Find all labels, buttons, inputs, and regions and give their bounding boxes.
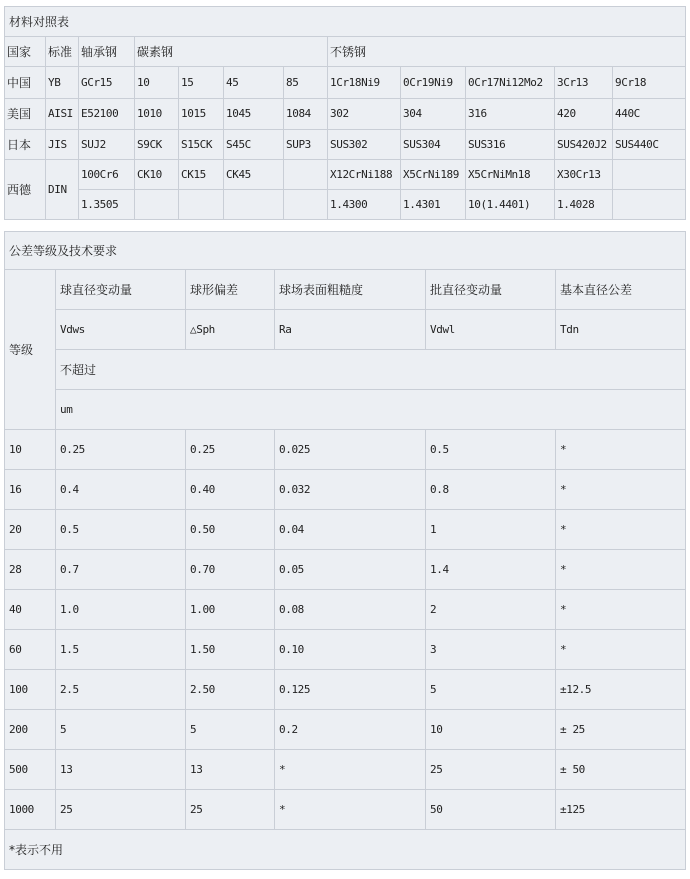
standard-cell: JIS [46,130,79,160]
value-cell: * [556,510,686,550]
value-cell: 1.5 [56,630,186,670]
value-cell: 25 [186,790,275,830]
grade-cell: 100Cr6 [79,160,135,190]
value-cell: 0.25 [186,430,275,470]
value-cell: 0.08 [275,590,426,630]
value-cell: * [556,590,686,630]
grade-cell: 85 [284,67,328,99]
grade-cell [613,190,686,220]
value-cell: 0.4 [56,470,186,510]
standard-cell: YB [46,67,79,99]
grade-cell: 200 [5,710,56,750]
value-cell: 0.10 [275,630,426,670]
grade-cell: 10 [5,430,56,470]
standard-cell: AISI [46,99,79,130]
country-cell: 西德 [5,160,46,220]
grade-cell: S15CK [179,130,224,160]
grade-cell [179,190,224,220]
grade-cell: 45 [224,67,284,99]
value-cell: 25 [426,750,556,790]
value-cell: 0.025 [275,430,426,470]
table-row [5,710,686,750]
grade-cell: SUS420J2 [555,130,613,160]
value-cell: 1.4 [426,550,556,590]
grade-cell: 16 [5,470,56,510]
table-row [5,550,686,590]
not-exceed-label: 不超过 [56,350,686,390]
symbol-cell: Tdn [556,310,686,350]
value-cell: ± 50 [556,750,686,790]
grade-cell: 28 [5,550,56,590]
value-cell: 25 [56,790,186,830]
grade-label: 等级 [5,270,56,430]
grade-cell: 1015 [179,99,224,130]
table-row [5,790,686,830]
grade-cell: X30Cr13 [555,160,613,190]
symbol-cell: Vdws [56,310,186,350]
table-row [5,630,686,670]
grade-cell: SUS316 [466,130,555,160]
header-ra: 球场表面粗糙度 [275,270,426,310]
grade-cell: S9CK [135,130,179,160]
header-country: 国家 [5,37,46,67]
value-cell: * [275,750,426,790]
grade-cell: 1Cr18Ni9 [328,67,401,99]
unit-label: um [56,390,686,430]
value-cell: 5 [186,710,275,750]
symbol-cell: Vdwl [426,310,556,350]
grade-cell: X5CrNiMn18 [466,160,555,190]
footnote: *表示不用 [5,830,686,870]
grade-cell: 0Cr17Ni12Mo2 [466,67,555,99]
header-vdws: 球直径变动量 [56,270,186,310]
grade-cell: 100 [5,670,56,710]
grade-cell: SUS302 [328,130,401,160]
standard-cell: DIN [46,160,79,220]
grade-cell: 1.4300 [328,190,401,220]
tolerance-grade-table [4,231,686,870]
table-row [5,430,686,470]
table-row [5,67,686,99]
grade-cell: CK45 [224,160,284,190]
grade-cell [613,160,686,190]
grade-cell: 10 [135,67,179,99]
value-cell: * [275,790,426,830]
grade-cell: 60 [5,630,56,670]
value-cell: 0.50 [186,510,275,550]
grade-cell [284,160,328,190]
value-cell: * [556,550,686,590]
grade-cell: 1084 [284,99,328,130]
value-cell: ±125 [556,790,686,830]
value-cell: 3 [426,630,556,670]
symbol-row [5,310,686,350]
value-cell: 0.70 [186,550,275,590]
grade-cell: 316 [466,99,555,130]
grade-cell: 304 [401,99,466,130]
value-cell: ± 25 [556,710,686,750]
tolerance-table-title: 公差等级及技术要求 [5,232,686,270]
country-cell: 美国 [5,99,46,130]
value-cell: 0.2 [275,710,426,750]
material-table-title: 材料对照表 [5,7,686,37]
country-cell: 日本 [5,130,46,160]
grade-cell: GCr15 [79,67,135,99]
value-cell: 5 [426,670,556,710]
value-cell: 0.05 [275,550,426,590]
material-comparison-table [4,6,686,220]
value-cell: 0.032 [275,470,426,510]
grade-cell: X5CrNi189 [401,160,466,190]
table-row [5,160,686,190]
value-cell: 2.50 [186,670,275,710]
value-cell: * [556,430,686,470]
grade-cell: 302 [328,99,401,130]
header-stainless-steel: 不锈钢 [328,37,686,67]
grade-cell: SUP3 [284,130,328,160]
grade-cell: CK10 [135,160,179,190]
grade-cell: 0Cr19Ni9 [401,67,466,99]
grade-cell [224,190,284,220]
value-cell: 13 [56,750,186,790]
tolerance-header-row [5,270,686,310]
value-cell: 1 [426,510,556,550]
value-cell: 10 [426,710,556,750]
grade-cell: 40 [5,590,56,630]
grade-cell: 1.4301 [401,190,466,220]
grade-cell: CK15 [179,160,224,190]
grade-cell: 1.3505 [79,190,135,220]
grade-cell: SUJ2 [79,130,135,160]
grade-cell: S45C [224,130,284,160]
value-cell: 5 [56,710,186,750]
table-row [5,190,686,220]
grade-cell: 3Cr13 [555,67,613,99]
grade-cell: 1045 [224,99,284,130]
table-row [5,510,686,550]
grade-cell: 9Cr18 [613,67,686,99]
material-header-row [5,37,686,67]
grade-cell: 420 [555,99,613,130]
header-standard: 标准 [46,37,79,67]
grade-cell: 10(1.4401) [466,190,555,220]
value-cell: 0.8 [426,470,556,510]
value-cell: 0.5 [426,430,556,470]
value-cell: 0.125 [275,670,426,710]
grade-cell [135,190,179,220]
grade-cell: 20 [5,510,56,550]
symbol-cell: △Sph [186,310,275,350]
value-cell: 0.04 [275,510,426,550]
grade-cell: 500 [5,750,56,790]
table-row [5,130,686,160]
header-carbon-steel: 碳素钢 [135,37,328,67]
table-row [5,670,686,710]
table-row [5,470,686,510]
value-cell: 0.7 [56,550,186,590]
value-cell: 13 [186,750,275,790]
value-cell: 50 [426,790,556,830]
grade-cell: 15 [179,67,224,99]
value-cell: * [556,470,686,510]
value-cell: 1.0 [56,590,186,630]
grade-cell: 1000 [5,790,56,830]
header-sph: 球形偏差 [186,270,275,310]
symbol-cell: Ra [275,310,426,350]
grade-cell: 440C [613,99,686,130]
grade-cell: SUS440C [613,130,686,160]
table-row [5,99,686,130]
value-cell: 2.5 [56,670,186,710]
value-cell: * [556,630,686,670]
grade-cell: X12CrNi188 [328,160,401,190]
grade-cell [284,190,328,220]
grade-cell: 1.4028 [555,190,613,220]
value-cell: 1.50 [186,630,275,670]
header-tdn: 基本直径公差 [556,270,686,310]
country-cell: 中国 [5,67,46,99]
grade-cell: SUS304 [401,130,466,160]
value-cell: 0.5 [56,510,186,550]
grade-cell: 1010 [135,99,179,130]
value-cell: 0.40 [186,470,275,510]
table-row [5,750,686,790]
table-row [5,590,686,630]
header-bearing-steel: 轴承钢 [79,37,135,67]
header-vdwl: 批直径变动量 [426,270,556,310]
value-cell: ±12.5 [556,670,686,710]
grade-cell: E52100 [79,99,135,130]
value-cell: 1.00 [186,590,275,630]
value-cell: 2 [426,590,556,630]
value-cell: 0.25 [56,430,186,470]
